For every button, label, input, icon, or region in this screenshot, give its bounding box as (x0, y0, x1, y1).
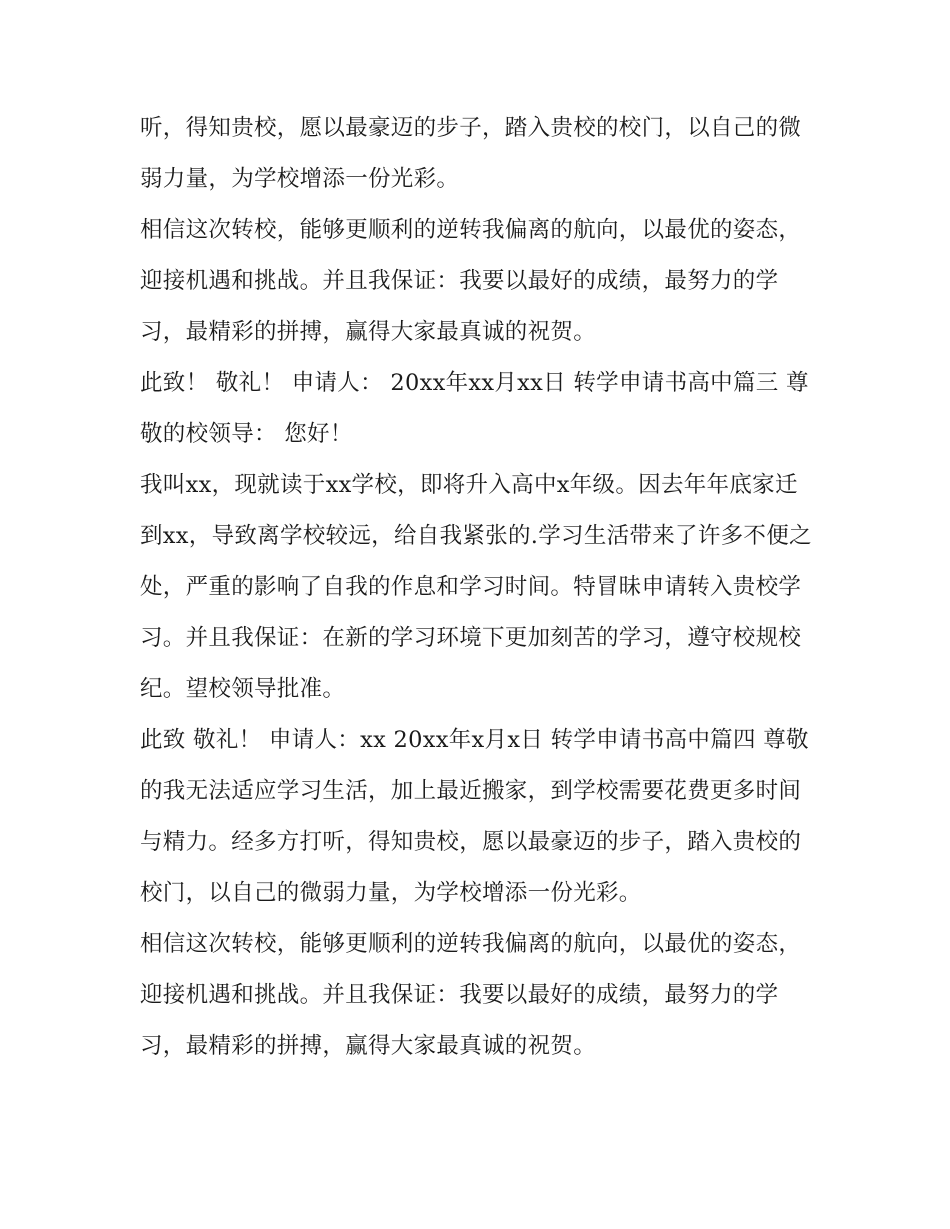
paragraph: 听，得知贵校，愿以最豪迈的步子，踏入贵校的校门，以自己的微弱力量，为学校增添一份光彩。 (140, 115, 802, 192)
paragraph: 此致 敬礼！ 申请人：xx 20xx年x月x日 转学申请书高中篇四 尊敬的我无法适应学习生活，加上最近搬家，到学校需要花费更多时间与精力。经多方打听，得知贵校，愿以最豪迈的步子，踏入贵校的校门，以自己的微弱力量，为学校增添一份光彩。 (140, 727, 809, 906)
paragraph: 此致！ 敬礼！ 申请人： 20xx年xx月xx日 转学申请书高中篇三 尊敬的校领导： 您好！ (140, 370, 809, 447)
document-body (140, 103, 815, 1072)
paragraph: 相信这次转校，能够更顺利的逆转我偏离的航向，以最优的姿态，迎接机遇和挑战。并且我保证：我要以最好的成绩，最努力的学习，最精彩的拼搏，赢得大家最真诚的祝贺。 (140, 931, 802, 1059)
paragraph: 相信这次转校，能够更顺利的逆转我偏离的航向，以最优的姿态，迎接机遇和挑战。并且我保证：我要以最好的成绩，最努力的学习，最精彩的拼搏，赢得大家最真诚的祝贺。 (140, 217, 802, 345)
paragraph: 我叫xx，现就读于xx学校，即将升入高中x年级。因去年年底家迁到xx，导致离学校较远，给自我紧张的.学习生活带来了许多不便之处，严重的影响了自我的作息和学习时间。特冒昧申请转入贵校学习。并且我保证：在新的学习环境下更加刻苦的学习，遵守校规校纪。望校领导批准。 (140, 472, 812, 702)
